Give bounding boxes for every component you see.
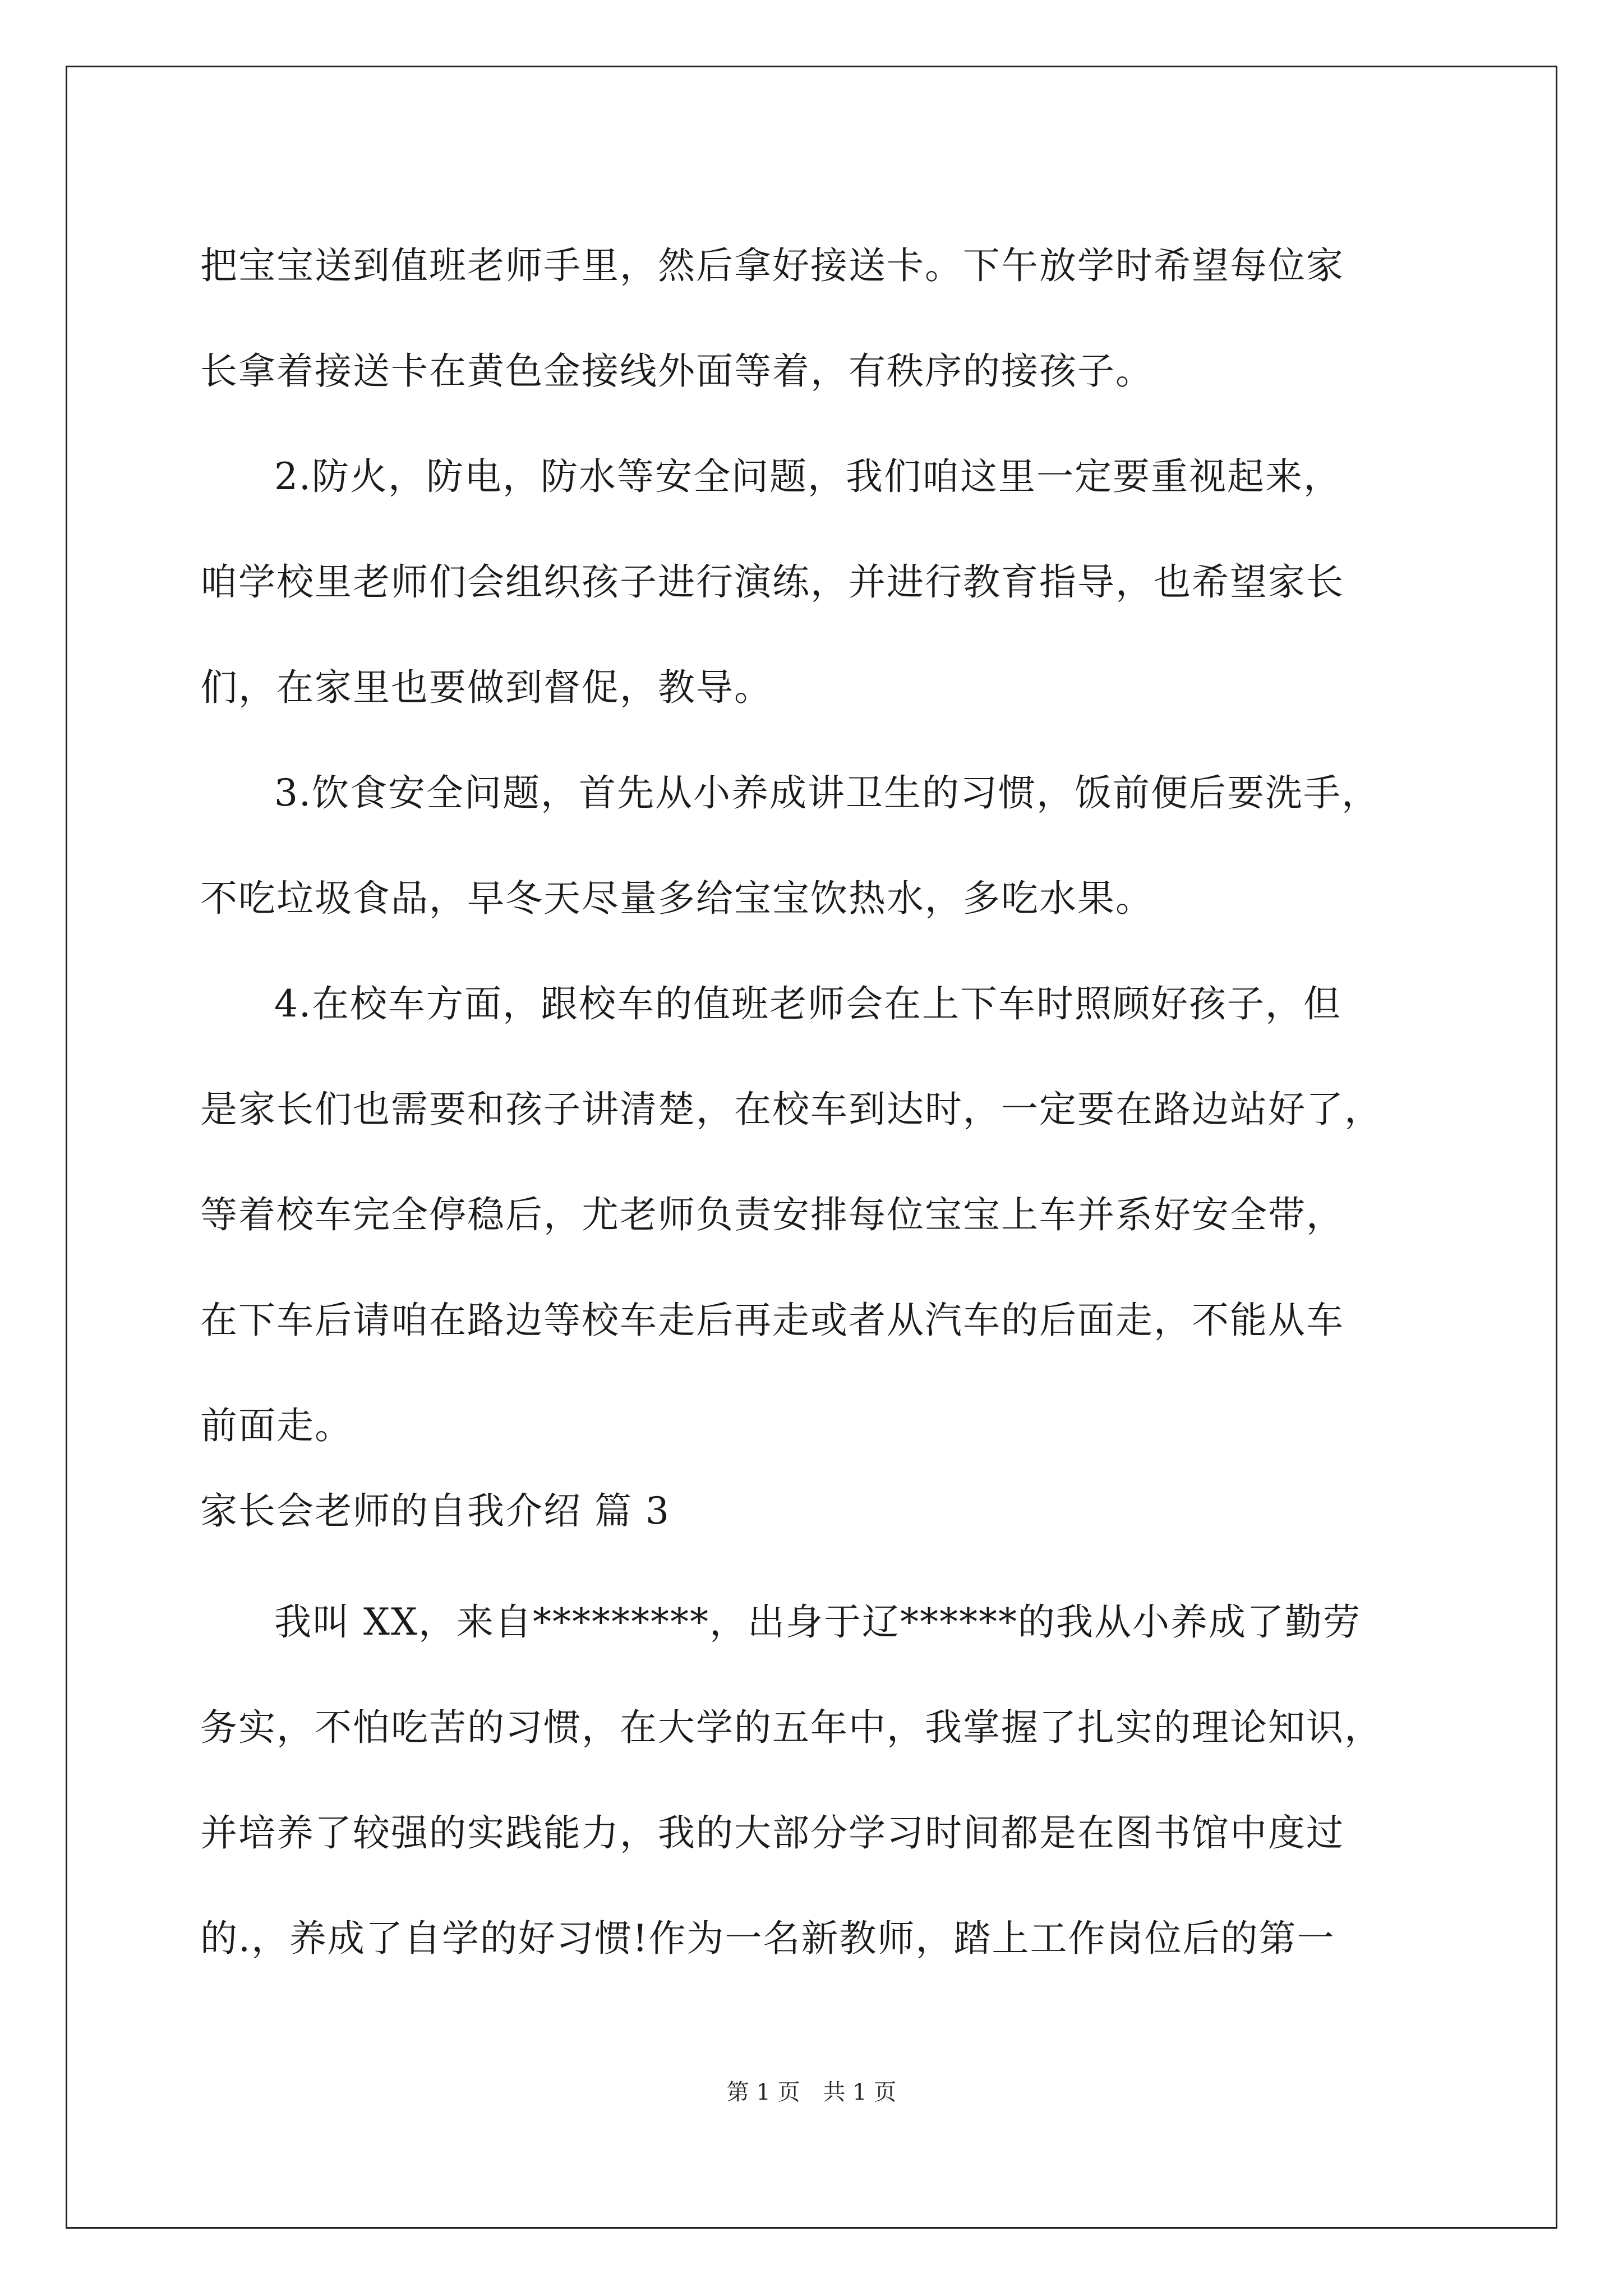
page-number: 第 1 页 — [726, 2079, 800, 2105]
paragraph-3 — [200, 740, 1434, 951]
text-line: 我叫 XX，来自*********，出身于辽******的我从小养成了勤劳 — [274, 1600, 1361, 1644]
text-line: 4.在校车方面，跟校车的值班老师会在上下车时照顾好孩子，但 — [274, 982, 1341, 1025]
paragraph-1 — [200, 213, 1434, 424]
page-footer — [0, 2076, 1623, 2109]
text-line: 务实，不怕吃苦的习惯，在大学的五年中，我掌握了扎实的理论知识， — [200, 1706, 1382, 1749]
paragraph-4 — [200, 951, 1434, 1479]
text-line: 长拿着接送卡在黄色金接线外面等着，有秩序的接孩子。 — [200, 349, 1154, 393]
text-line: 2.防火，防电，防水等安全问题，我们咱这里一定要重视起来， — [274, 455, 1341, 498]
text-line: 把宝宝送到值班老师手里，然后拿好接送卡。下午放学时希望每位家 — [200, 244, 1344, 287]
paragraph-5 — [200, 1570, 1434, 1991]
text-line: 是家长们也需要和孩子讲清楚，在校车到达时，一定要在路边站好了， — [200, 1088, 1382, 1131]
page-total: 共 1 页 — [823, 2079, 897, 2105]
paragraph-2 — [200, 424, 1434, 740]
text-line: 不吃垃圾食品，早冬天尽量多给宝宝饮热水，多吃水果。 — [200, 877, 1154, 920]
text-line: 们，在家里也要做到督促，教导。 — [200, 666, 772, 709]
text-line: 在下车后请咱在路边等校车走后再走或者从汽车的后面走，不能从车 — [200, 1299, 1344, 1342]
text-line: 3.饮食安全问题，首先从小养成讲卫生的习惯，饭前便后要洗手， — [274, 771, 1380, 815]
section-heading: 家长会老师的自我介绍 篇 3 — [200, 1489, 670, 1533]
text-line: 并培养了较强的实践能力，我的大部分学习时间都是在图书馆中度过 — [200, 1811, 1344, 1855]
text-line: 的.，养成了自学的好习惯!作为一名新教师，踏上工作岗位后的第一 — [200, 1917, 1335, 1960]
text-line: 咱学校里老师们会组织孩子进行演练，并进行教育指导，也希望家长 — [200, 560, 1344, 604]
document-body — [200, 213, 1434, 1991]
text-line: 等着校车完全停稳后，尤老师负责安排每位宝宝上车并系好安全带， — [200, 1193, 1344, 1236]
text-line: 前面走。 — [200, 1404, 353, 1447]
